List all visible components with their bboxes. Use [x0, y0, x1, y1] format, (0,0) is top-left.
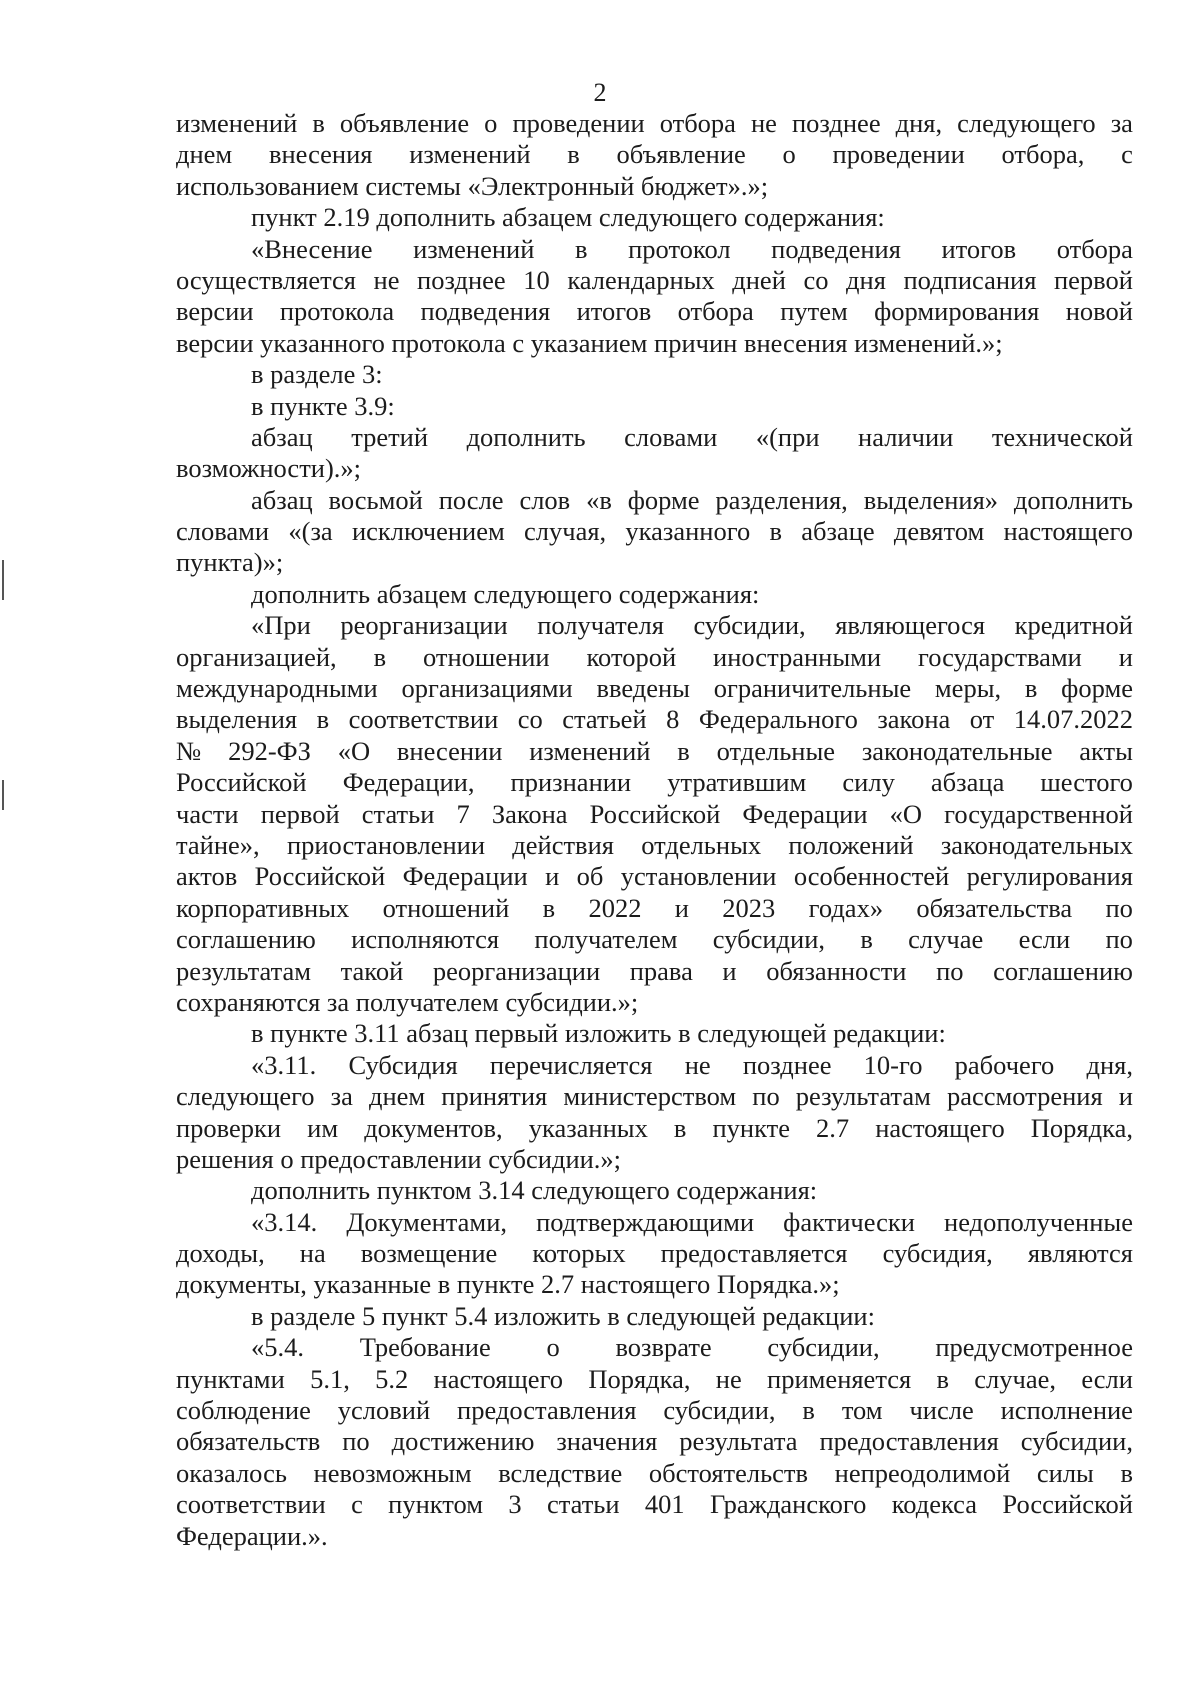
word: доходы, [176, 1238, 265, 1269]
text-line [176, 485, 1133, 516]
word: силы [1036, 1457, 1094, 1488]
word: абзац [251, 484, 313, 515]
word: соблюдение [176, 1395, 311, 1426]
word: вследствие [498, 1457, 623, 1488]
word: Федерации, [342, 767, 475, 798]
word: исполняются [351, 924, 500, 955]
word: Российской [1002, 1489, 1133, 1520]
word: «3.14. [251, 1206, 318, 1237]
word: отношений [382, 892, 510, 923]
word: не [715, 1363, 742, 1394]
word: в [1024, 673, 1038, 704]
text-line [176, 1238, 1133, 1269]
word: Субсидия [348, 1049, 458, 1080]
word: по [1105, 924, 1133, 955]
word: приостановлении [286, 829, 486, 860]
word: по [752, 1081, 780, 1112]
word: результатам [176, 955, 312, 986]
text-line: дополнить пунктом 3.14 следующего содержания: [251, 1175, 818, 1206]
word: и [674, 892, 689, 923]
word: предоставления [819, 1426, 999, 1457]
text-line [176, 956, 1133, 987]
word: итогов [941, 233, 1017, 264]
word: соглашению [176, 924, 316, 955]
word: 401 [644, 1489, 685, 1520]
word: им [307, 1112, 339, 1143]
text-line: в разделе 5 пункт 5.4 изложить в следующей редакции: [251, 1300, 875, 1331]
word: изменений [176, 108, 298, 138]
word: том [841, 1395, 883, 1426]
word: Порядка, [1030, 1112, 1133, 1143]
word: в [802, 1395, 815, 1426]
word: Документами, [346, 1206, 508, 1237]
word: Гражданского [709, 1489, 867, 1520]
word: Порядка, [588, 1363, 691, 1394]
word: фактически [783, 1206, 915, 1237]
text-line [176, 861, 1133, 892]
text-line: использованием системы «Электронный бюджет».»; [176, 170, 769, 201]
word: абзаца [930, 767, 1005, 798]
word: по [936, 955, 964, 986]
word: разделения, [715, 484, 848, 515]
word: в [860, 924, 873, 955]
text-line [176, 830, 1133, 861]
word: обязанности [766, 955, 907, 986]
word: Федерации [742, 798, 868, 829]
word: государствами [918, 641, 1082, 672]
word: «3.11. [251, 1049, 317, 1080]
word: подведения [420, 296, 551, 327]
word: девятом [893, 516, 985, 547]
word: «О [889, 798, 923, 829]
word: с [351, 1489, 363, 1520]
word: если [1018, 924, 1071, 955]
word: со [803, 264, 829, 295]
word: дня, [1086, 1049, 1133, 1080]
word: «При [251, 610, 311, 641]
word: силу [842, 767, 895, 798]
word: действия [512, 829, 614, 860]
word: на [299, 1238, 326, 1269]
word: шестого [1040, 767, 1133, 798]
word: «(за [288, 516, 333, 547]
word: пункте [712, 1112, 790, 1143]
word: в [677, 735, 690, 766]
word: со [517, 704, 543, 735]
word: не [373, 264, 400, 295]
word: 10-го [863, 1049, 923, 1080]
word: предусмотренное [935, 1332, 1133, 1363]
word: отдельных [641, 829, 762, 860]
text-line: сохраняются за получателем субсидии.»; [176, 986, 639, 1017]
word: следующего [957, 108, 1096, 138]
word: закона [877, 704, 951, 735]
word: позднее [791, 108, 881, 138]
word: выделения» [863, 484, 999, 515]
word: результата [679, 1426, 798, 1457]
word: 2022 [588, 892, 642, 923]
text-line: в пункте 3.11 абзац первый изложить в следующей редакции: [251, 1018, 946, 1049]
word: особенностей [793, 861, 950, 892]
word: субсидия, [882, 1238, 993, 1269]
word: и [722, 955, 737, 986]
word: такой [340, 955, 404, 986]
word: утратившим [667, 767, 807, 798]
word: о [484, 108, 498, 138]
text-line [176, 799, 1133, 830]
word: в [673, 1112, 687, 1143]
word: реорганизации [432, 955, 601, 986]
text-line [176, 422, 1133, 453]
word: № [176, 735, 202, 766]
word: случае [908, 924, 984, 955]
word: субсидии, [1020, 1426, 1133, 1457]
word: календарных [567, 264, 715, 295]
word: законодательные [861, 735, 1053, 766]
word: получателем [534, 924, 678, 955]
text-line [176, 1364, 1133, 1395]
text-line [176, 704, 1133, 735]
word: 10 [523, 264, 550, 295]
word: не [750, 108, 777, 138]
word: первой [260, 798, 340, 829]
word: в [575, 233, 588, 264]
word: проверки [176, 1112, 282, 1143]
word: 7 [456, 798, 470, 829]
text-line [176, 736, 1133, 767]
word: следующего [176, 1081, 315, 1112]
word: Федерального [698, 704, 858, 735]
word: форме [627, 484, 700, 515]
word: случае, [974, 1363, 1057, 1394]
word: субсидии, [712, 924, 826, 955]
word: днем [176, 139, 233, 170]
word: организацией, [176, 641, 337, 672]
text-line [176, 1207, 1133, 1238]
word: дополнить [1013, 484, 1133, 515]
word: «5.4. [251, 1332, 304, 1363]
word: введены [596, 673, 690, 704]
word: объявление [616, 139, 746, 170]
word: не [684, 1049, 711, 1080]
word: 5.1, [310, 1363, 350, 1394]
word: актов [176, 861, 238, 892]
word: о [782, 139, 796, 170]
word: и [1118, 641, 1133, 672]
word: в [936, 1363, 949, 1394]
scan-artifact [2, 780, 4, 810]
word: днем [368, 1081, 426, 1112]
text-line [176, 234, 1133, 265]
text-line [176, 139, 1133, 170]
word: являются [1027, 1238, 1133, 1269]
text-line [176, 1332, 1133, 1363]
word: отбора [659, 108, 736, 138]
word: исключением [351, 516, 505, 547]
word: проведении [832, 139, 965, 170]
word: абзац [251, 421, 313, 452]
word: Закона [491, 798, 568, 829]
word: Требование [359, 1332, 491, 1363]
word: ограничительные [713, 673, 912, 704]
word: пунктами [176, 1363, 285, 1394]
word: в [312, 108, 325, 138]
word: указанных [528, 1112, 648, 1143]
word: внесения [268, 139, 373, 170]
word: получателя [537, 610, 664, 641]
word: соответствии [176, 1489, 326, 1520]
word: применяется [767, 1363, 912, 1394]
word: Российской [254, 861, 386, 892]
text-line [176, 1489, 1133, 1520]
word: в [373, 641, 387, 672]
word: изменений [413, 233, 535, 264]
text-line [176, 1113, 1133, 1144]
word: статьи [546, 1489, 620, 1520]
word: позднее [417, 264, 506, 295]
word: отбора [677, 296, 754, 327]
text-line [176, 893, 1133, 924]
word: результатам [795, 1081, 931, 1112]
word: меры, [934, 673, 1002, 704]
word: иностранными [713, 641, 882, 672]
word: 3 [508, 1489, 522, 1520]
word: выделения [176, 704, 298, 735]
word: 5.2 [375, 1363, 409, 1394]
text-line [176, 767, 1133, 798]
word: годах» [808, 892, 884, 923]
word: дополнить [466, 421, 586, 452]
word: достижению [391, 1426, 535, 1457]
word: настоящего [1003, 516, 1133, 547]
word: и [545, 861, 560, 892]
word: слов [519, 484, 571, 515]
word: форме [1061, 673, 1133, 704]
word: по [342, 1426, 370, 1457]
word: изменений [409, 139, 531, 170]
word: после [438, 484, 504, 515]
word: министерством [563, 1081, 737, 1112]
word: тайне», [176, 829, 260, 860]
word: если [1081, 1363, 1133, 1394]
word: возврате [615, 1332, 712, 1363]
word: подведения [771, 233, 901, 264]
text-line [176, 265, 1133, 296]
word: предоставления [457, 1395, 637, 1426]
text-line: версии указанного протокола с указанием причин внесения изменений.»; [176, 327, 1003, 358]
word: принятия [441, 1081, 548, 1112]
word: «Внесение [251, 233, 373, 264]
word: государственной [944, 798, 1133, 829]
word: третий [351, 421, 429, 452]
word: статьи [361, 798, 435, 829]
word: наличии [858, 421, 954, 452]
text-line: решения о предоставлении субсидии.»; [176, 1143, 622, 1174]
word: корпоративных [176, 892, 350, 923]
word: части [176, 798, 239, 829]
word: законодательных [940, 829, 1133, 860]
word: рабочего [954, 1049, 1055, 1080]
word: которых [532, 1238, 626, 1269]
text-line: пункта)»; [176, 547, 284, 578]
text-line: дополнить абзацем следующего содержания: [251, 578, 760, 609]
word: настоящего [875, 1112, 1005, 1143]
word: формирования [874, 296, 1040, 327]
word: словами [176, 516, 270, 547]
text-line [176, 924, 1133, 955]
word: отдельные [716, 735, 836, 766]
word: обязательств [176, 1426, 321, 1457]
word: перечисляется [489, 1049, 653, 1080]
word: непреодолимой [834, 1457, 1011, 1488]
word: подтверждающими [536, 1206, 755, 1237]
word: за [330, 1081, 353, 1112]
word: дня, [895, 108, 943, 138]
word: акты [1079, 735, 1133, 766]
word: новой [1065, 296, 1133, 327]
text-line [176, 1458, 1133, 1489]
word: восьмой [328, 484, 423, 515]
word: соответствии [348, 704, 499, 735]
word: с [1121, 139, 1133, 170]
word: 292-ФЗ [228, 735, 311, 766]
word: в [1120, 1457, 1133, 1488]
word: являющегося [835, 610, 986, 641]
word: пунктом [388, 1489, 484, 1520]
text-line [176, 1395, 1133, 1426]
word: версии [176, 296, 254, 327]
word: статьей [562, 704, 647, 735]
word: отношении [422, 641, 550, 672]
word: исполнение [1000, 1395, 1133, 1426]
word: оказалось [176, 1457, 287, 1488]
text-line [176, 642, 1133, 673]
word: отбора, [1001, 139, 1085, 170]
word: дня [846, 264, 886, 295]
text-line: Федерации.». [176, 1520, 328, 1551]
word: регулирования [966, 861, 1133, 892]
word: подписания [903, 264, 1037, 295]
word: Российской [589, 798, 721, 829]
word: протокола [279, 296, 395, 327]
text-line: в разделе 3: [251, 359, 383, 390]
text-line [176, 1426, 1133, 1457]
word: «О [337, 735, 371, 766]
word: организациями [401, 673, 573, 704]
text-line [176, 673, 1133, 704]
word: протокол [628, 233, 731, 264]
word: в [542, 892, 556, 923]
text-line [176, 1081, 1133, 1112]
word: положений [788, 829, 914, 860]
word: в [567, 139, 580, 170]
word: итогов [576, 296, 652, 327]
word: кодекса [891, 1489, 978, 1520]
word: признании [510, 767, 632, 798]
text-line [176, 610, 1133, 641]
word: в [316, 704, 330, 735]
word: осуществляется [176, 264, 356, 295]
word: проведении [512, 108, 645, 138]
word: путем [780, 296, 848, 327]
word: которой [586, 641, 677, 672]
text-line: в пункте 3.9: [251, 390, 395, 421]
word: 8 [666, 704, 680, 735]
text-line: документы, указанные в пункте 2.7 настоящего Порядка.»; [176, 1269, 840, 1300]
word: недополученные [944, 1206, 1133, 1237]
word: права [629, 955, 693, 986]
text-line [176, 108, 1133, 139]
word: словами [624, 421, 718, 452]
word: кредитной [1014, 610, 1133, 641]
word: абзаце [801, 516, 875, 547]
word: соглашению [993, 955, 1133, 986]
word: первой [1053, 264, 1133, 295]
word: объявление [339, 108, 470, 138]
word: «в [586, 484, 612, 515]
word: Российской [176, 767, 307, 798]
word: установлении [620, 861, 777, 892]
word: числе [909, 1395, 974, 1426]
word: невозможным [313, 1457, 472, 1488]
text-line [176, 516, 1133, 547]
text-line: пункт 2.19 дополнить абзацем следующего содержания: [251, 202, 885, 233]
word: в [769, 516, 782, 547]
word: дней [732, 264, 786, 295]
word: по [1105, 892, 1133, 923]
text-line: возможности).»; [176, 453, 362, 484]
word: обязательства [916, 892, 1073, 923]
document-body [176, 108, 1133, 1552]
word: субсидии, [693, 610, 806, 641]
word: 14.07.2022 [1013, 704, 1133, 735]
text-line [176, 1050, 1133, 1081]
word: за [1110, 108, 1133, 138]
word: документов, [364, 1112, 503, 1143]
word: и [1118, 1081, 1133, 1112]
word: 2023 [722, 892, 776, 923]
word: рассмотрения [946, 1081, 1103, 1112]
word: Федерации [402, 861, 528, 892]
word: международными [176, 673, 378, 704]
word: обстоятельств [648, 1457, 809, 1488]
word: позднее [742, 1049, 832, 1080]
word: внесении [396, 735, 503, 766]
word: предоставляется [660, 1238, 848, 1269]
word: отбора [1056, 233, 1133, 264]
word: об [576, 861, 604, 892]
word: настоящего [433, 1363, 564, 1394]
word: реорганизации [340, 610, 508, 641]
word: 2.7 [816, 1112, 850, 1143]
word: о [546, 1332, 560, 1363]
word: значения [556, 1426, 658, 1457]
word: «(при [755, 421, 820, 452]
page-number: 2 [593, 78, 607, 107]
word: субсидии, [767, 1332, 880, 1363]
word: изменений [529, 735, 651, 766]
text-line [176, 296, 1133, 327]
word: субсидии, [663, 1395, 776, 1426]
word: случая, [524, 516, 607, 547]
word: условий [337, 1395, 431, 1426]
word: от [969, 704, 995, 735]
word: технической [991, 421, 1133, 452]
word: указанного [625, 516, 751, 547]
scan-artifact [2, 560, 4, 600]
word: возмещение [360, 1238, 498, 1269]
